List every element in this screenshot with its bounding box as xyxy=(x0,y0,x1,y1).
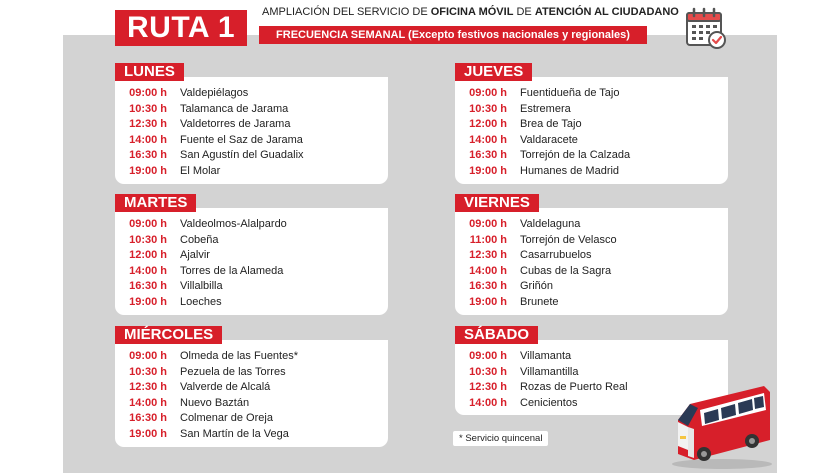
list-item: 09:00 h Valdeolmos-Alalpardo xyxy=(129,218,287,230)
day-label: JUEVES xyxy=(455,63,532,81)
list-item: 10:30 h Cobeña xyxy=(129,233,219,246)
day-stops xyxy=(115,340,388,447)
list-item: 10:30 h Villamantilla xyxy=(469,365,579,378)
list-item: 14:00 h Valdaracete xyxy=(469,133,578,146)
calendar-check-icon xyxy=(684,7,728,51)
list-item: 10:30 h Talamanca de Jarama xyxy=(129,102,289,115)
list-item: 09:00 h Olmeda de las Fuentes* xyxy=(129,350,299,362)
list-item: 16:30 h San Agustín del Guadalix xyxy=(129,149,304,162)
list-item: 12:30 h Rozas de Puerto Real xyxy=(469,381,628,394)
service-subtitle: AMPLIACIÓN DEL SERVICIO DE OFICINA MÓVIL DE ATENCIÓN AL CIUDADANO xyxy=(262,6,679,18)
list-item: 14:00 h Nuevo Baztán xyxy=(129,396,250,409)
list-item: 11:00 h Torrejón de Velasco xyxy=(469,233,617,246)
list-item: 12:30 h Valdetorres de Jarama xyxy=(129,118,291,131)
footnote: * Servicio quincenal xyxy=(453,431,548,446)
list-item: 16:30 h Colmenar de Oreja xyxy=(129,412,273,425)
bus-illustration xyxy=(664,380,776,470)
list-item: 19:00 h El Molar xyxy=(129,164,221,177)
list-item: 12:00 h Brea de Tajo xyxy=(469,118,582,131)
list-item: 09:00 h Fuentidueña de Tajo xyxy=(469,87,620,99)
list-item: 09:00 h Villamanta xyxy=(469,350,572,362)
list-item: 19:00 h Loeches xyxy=(129,295,222,308)
list-item: 14:00 h Cenicientos xyxy=(469,396,578,409)
list-item: 19:00 h Brunete xyxy=(469,295,559,308)
day-stops xyxy=(115,208,388,315)
list-item: 12:30 h Casarrubuelos xyxy=(469,249,592,262)
frequency-banner: FRECUENCIA SEMANAL (Excepto festivos nacionales y regionales) xyxy=(259,26,647,44)
list-item: 12:00 h Ajalvir xyxy=(129,249,210,262)
day-label: LUNES xyxy=(115,63,184,81)
day-label: MARTES xyxy=(115,194,196,212)
day-label: SÁBADO xyxy=(455,326,538,344)
list-item: 14:00 h Cubas de la Sagra xyxy=(469,264,612,277)
list-item: 09:00 h Valdelaguna xyxy=(469,218,581,230)
list-item: 14:00 h Fuente el Saz de Jarama xyxy=(129,133,303,146)
day-label: VIERNES xyxy=(455,194,539,212)
route-title: RUTA 1 xyxy=(115,10,247,46)
list-item: 16:30 h Villalbilla xyxy=(129,280,223,293)
day-stops xyxy=(115,77,388,184)
list-item: 19:00 h Humanes de Madrid xyxy=(469,164,620,177)
day-label: MIÉRCOLES xyxy=(115,326,222,344)
list-item: 10:30 h Pezuela de las Torres xyxy=(129,365,286,378)
list-item: 16:30 h Griñón xyxy=(469,280,554,293)
list-item: 14:00 h Torres de la Alameda xyxy=(129,264,284,277)
day-stops xyxy=(455,77,728,184)
list-item: 16:30 h Torrejón de la Calzada xyxy=(469,149,631,162)
list-item: 09:00 h Valdepiélagos xyxy=(129,87,249,99)
list-item: 10:30 h Estremera xyxy=(469,102,571,115)
list-item: 19:00 h San Martín de la Vega xyxy=(129,427,289,440)
day-stops xyxy=(455,208,728,315)
list-item: 12:30 h Valverde de Alcalá xyxy=(129,381,271,394)
